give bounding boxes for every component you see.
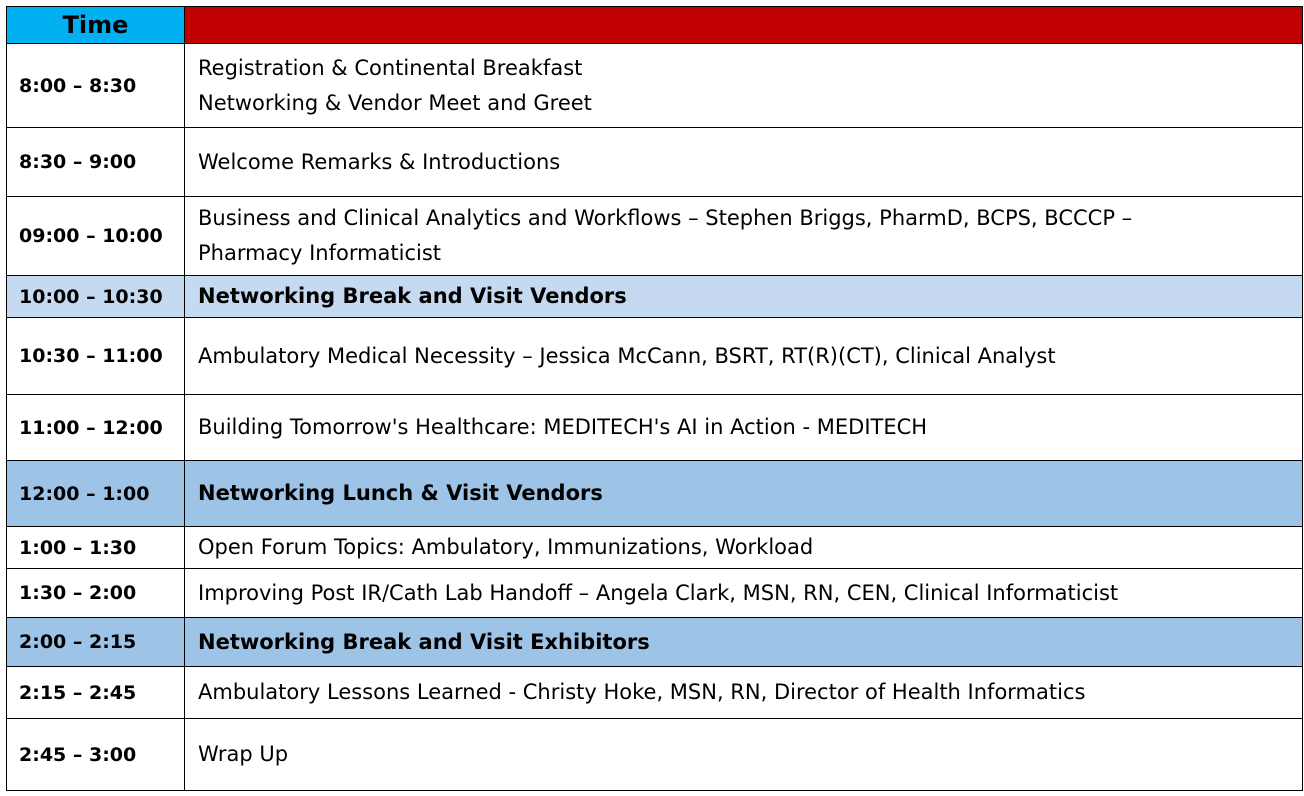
session-description-line: Networking Lunch & Visit Vendors — [198, 481, 603, 505]
session-description — [185, 618, 1303, 667]
time-cell: 2:45 – 3:00 — [7, 719, 185, 791]
description-column-header — [185, 7, 1303, 44]
time-cell: 1:30 – 2:00 — [7, 569, 185, 618]
agenda-row — [7, 719, 1303, 791]
session-description — [185, 276, 1303, 318]
session-description-line: Registration & Continental Breakfast — [198, 55, 583, 80]
session-description-line: Networking & Vendor Meet and Greet — [198, 90, 592, 115]
time-column-header: Time — [7, 7, 185, 44]
session-description — [185, 128, 1303, 197]
agenda-row — [7, 461, 1303, 527]
agenda-body — [7, 44, 1303, 791]
time-cell: 8:30 – 9:00 — [7, 128, 185, 197]
session-description — [185, 395, 1303, 461]
agenda-row — [7, 276, 1303, 318]
agenda-row — [7, 667, 1303, 719]
session-description-line: Business and Clinical Analytics and Workflows – Stephen Briggs, PharmD, BCPS, BCCCP – — [198, 206, 1133, 230]
agenda-row — [7, 197, 1303, 276]
time-cell: 10:30 – 11:00 — [7, 318, 185, 395]
header-row — [7, 7, 1303, 44]
time-cell: 1:00 – 1:30 — [7, 527, 185, 569]
session-description — [185, 569, 1303, 618]
time-cell: 2:00 – 2:15 — [7, 618, 185, 667]
session-description — [185, 527, 1303, 569]
session-description-line: Improving Post IR/Cath Lab Handoff – Angela Clark, MSN, RN, CEN, Clinical Informaticist — [198, 580, 1119, 605]
time-cell: 10:00 – 10:30 — [7, 276, 185, 318]
agenda-row — [7, 527, 1303, 569]
session-description-line: Open Forum Topics: Ambulatory, Immunizations, Workload — [198, 535, 814, 559]
session-description-line: Networking Break and Visit Exhibitors — [198, 629, 650, 654]
agenda-row — [7, 395, 1303, 461]
agenda-row — [7, 618, 1303, 667]
agenda-row — [7, 128, 1303, 197]
session-description-line: Wrap Up — [198, 742, 289, 766]
session-description — [185, 461, 1303, 527]
session-description — [185, 197, 1303, 276]
session-description-line: Ambulatory Lessons Learned - Christy Hoke, MSN, RN, Director of Health Informatics — [198, 680, 1086, 704]
session-description-line: Pharmacy Informaticist — [198, 241, 442, 265]
time-cell: 8:00 – 8:30 — [7, 44, 185, 128]
session-description — [185, 318, 1303, 395]
agenda-row — [7, 569, 1303, 618]
session-description — [185, 44, 1303, 128]
agenda-table — [6, 6, 1303, 791]
session-description-line: Welcome Remarks & Introductions — [198, 149, 561, 174]
time-cell: 12:00 – 1:00 — [7, 461, 185, 527]
session-description — [185, 719, 1303, 791]
time-cell: 2:15 – 2:45 — [7, 667, 185, 719]
session-description-line: Networking Break and Visit Vendors — [198, 284, 627, 308]
agenda-row — [7, 44, 1303, 128]
agenda-row — [7, 318, 1303, 395]
session-description-line: Building Tomorrow's Healthcare: MEDITECH's AI in Action - MEDITECH — [198, 415, 928, 439]
session-description-line: Ambulatory Medical Necessity – Jessica McCann, BSRT, RT(R)(CT), Clinical Analyst — [198, 343, 1056, 368]
time-cell: 11:00 – 12:00 — [7, 395, 185, 461]
time-cell: 09:00 – 10:00 — [7, 197, 185, 276]
session-description — [185, 667, 1303, 719]
